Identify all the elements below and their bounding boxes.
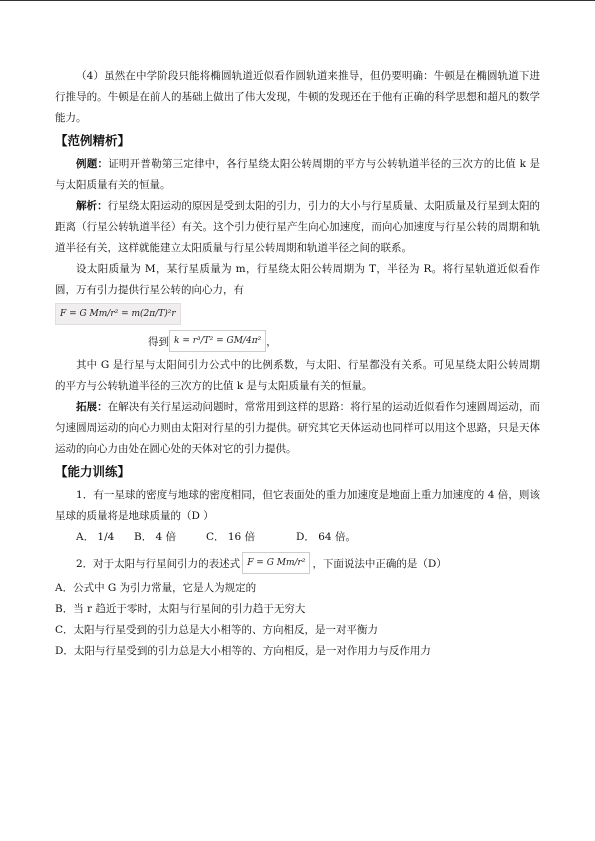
- document-page: [55, 66, 540, 662]
- example-paragraph: [55, 154, 540, 196]
- q2-option-b: B．当 r 趋近于零时，太阳与行星间的引力趋于无穷大: [55, 603, 306, 615]
- q1-choice-d: D． 64 倍。: [296, 531, 356, 543]
- q2-option-c: C．太阳与行星受到的引力总是大小相等的、方向相反，是一对平衡力: [55, 624, 379, 636]
- q1-choice-c: C． 16 倍: [206, 531, 256, 543]
- example-text: 证明开普勒第三定律中，各行星绕太阳公转周期的平方与公转轨道半径的三次方的比值 k 是与太阳质量有关的恒量。: [55, 158, 540, 191]
- question-2-suffix: ，下面说法中正确的是（D）: [312, 557, 447, 570]
- page-top-rule: [0, 0, 595, 1]
- extension-text: 在解决有关行星运动问题时，常常用到这样的思路：将行星的运动近似看作匀速圆周运动，而匀速圆周运动的向心力则由太阳对行星的引力提供。研究其它天体运动也同样可以用这个思路，只是天体运动的向心力由处在圆心处的天体对它的引力提供。: [55, 401, 540, 455]
- setup-paragraph: 设太阳质量为 M，某行星质量为 m，行星绕太阳公转周期为 T，半径为 R。将行星轨道近似看作圆，万有引力提供行星公转的向心力，有: [55, 263, 540, 296]
- analysis-text: 行星绕太阳运动的原因是受到太阳的引力，引力的大小与行星质量、太阳质量及行星到太阳的距离（行星公转轨道半径）有关。这个引力使行星产生向心加速度，而向心加速度与行星公转的周期和轨道半径有关，这样就能建立太阳质量与行星公转周期和轨道半径之间的联系。: [55, 200, 540, 254]
- question-1: 1．有一星球的密度与地球的密度相同，但它表面处的重力加速度是地面上重力加速度的 4 倍，则该星球的质量将是地球质量的（D ）: [55, 489, 540, 522]
- formula-2-image: k = r³/T² = GM/4π²: [169, 330, 266, 352]
- result-suffix: ，: [266, 335, 277, 348]
- intro-point-4: （4）虽然在中学阶段只能将椭圆轨道近似看作圆轨道来推导，但仍要明确：牛顿是在椭圆轨道下进行推导的。牛顿是在前人的基础上做出了伟大发现，牛顿的发现还在于他有正确的科学思想和超凡的数学能力。: [55, 70, 540, 124]
- q2-option-a: A．公式中 G 为引力常量，它是人为规定的: [55, 582, 257, 594]
- extension-label: 拓展：: [76, 401, 108, 413]
- conclusion-paragraph: 其中 G 是行星与太阳间引力公式中的比例系数，与太阳、行星都没有关系。可见星绕太阳公转周期的平方与公转轨道半径的三次方的比值 k 是与太阳质量有关的恒量。: [55, 359, 540, 392]
- section-heading-training: 【能力训练】: [55, 464, 131, 479]
- example-label: 例题：: [76, 158, 109, 170]
- question-2-formula: F = G Mm/r²: [242, 552, 310, 574]
- analysis-label: 解析：: [76, 200, 108, 212]
- question-1-choices: [55, 527, 540, 548]
- formula-1-image: F = G Mm/r² = m(2π/T)²r: [55, 303, 181, 325]
- question-2-prefix: 2．对于太阳与行星间引力的表述式: [76, 557, 241, 570]
- q2-option-d: D．太阳与行星受到的引力总是大小相等的、方向相反，是一对作用力与反作用力: [55, 645, 431, 657]
- question-2: [55, 548, 540, 578]
- q1-choice-a: A． 1/4: [76, 531, 115, 543]
- formula-2-row: [55, 327, 540, 355]
- result-prefix: 得到: [148, 335, 169, 348]
- analysis-paragraph: [55, 196, 540, 259]
- q1-choice-b: B． 4 倍: [134, 531, 177, 543]
- formula-1-row: [55, 301, 540, 327]
- extension-paragraph: [55, 397, 540, 460]
- section-heading-examples: 【范例精析】: [55, 133, 131, 148]
